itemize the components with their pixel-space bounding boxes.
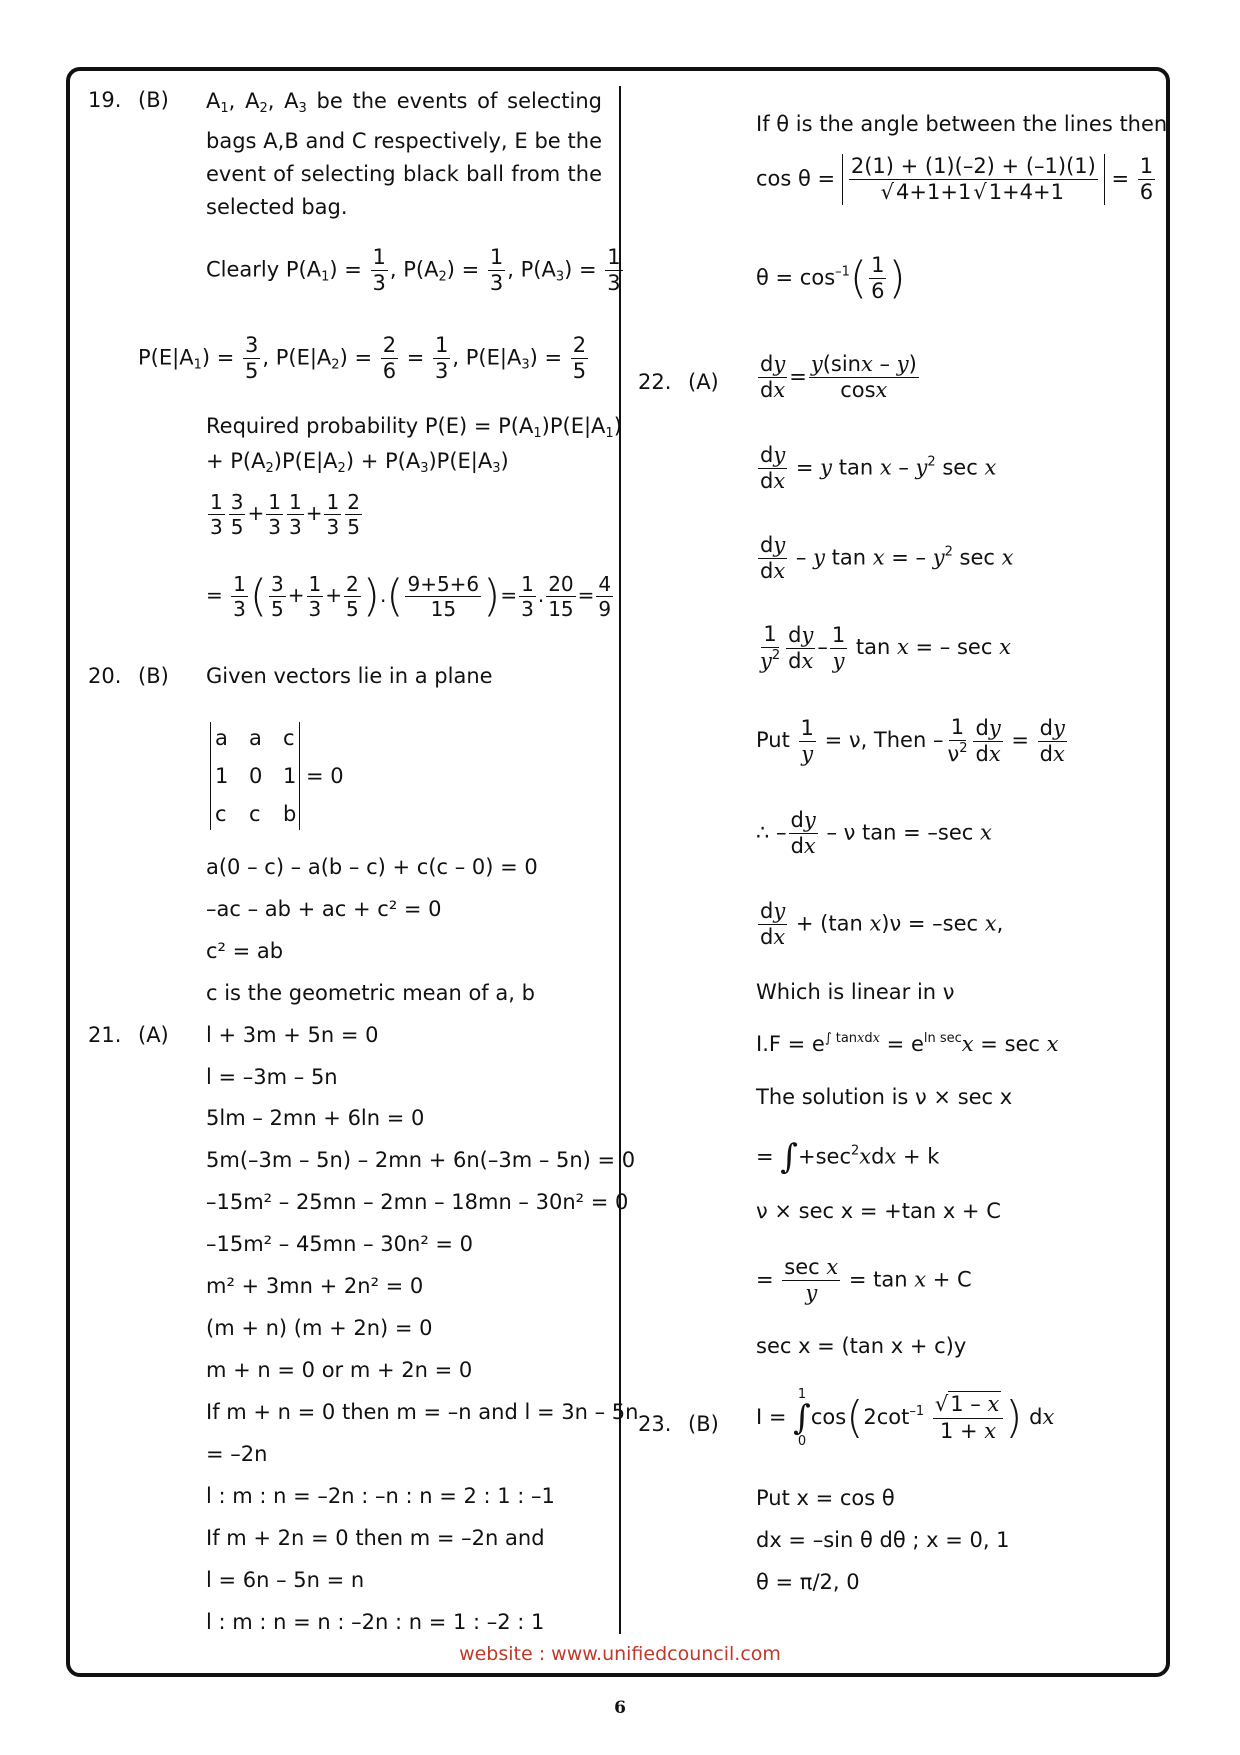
- q22-solution-text: The solution is ν × sec x: [756, 1085, 1013, 1109]
- q21-line: l = –3m – 5n: [206, 1065, 338, 1089]
- cos-numerator: 2(1) + (1)(–2) + (–1)(1): [849, 154, 1098, 180]
- q22-therefore: ∴ – $\frac{dy}{dx}$ – ν tan = –sec x: [756, 808, 992, 859]
- det-cell: a: [249, 726, 262, 750]
- q21-line: 5lm – 2mn + 6ln = 0: [206, 1106, 425, 1130]
- q22-linear-form: $\frac{dy}{dx}$ + (tan x)ν = –sec x,: [760, 899, 1004, 950]
- det-cell: a: [215, 726, 228, 750]
- q20-determinant: [210, 722, 300, 830]
- q23-answer: (B): [688, 1412, 719, 1436]
- q21-line: l = 6n – 5n = n: [206, 1568, 365, 1592]
- q19-required-1: Required probability $P(E) = P(A_1)P(E|A_1)$: [206, 414, 622, 441]
- q22-answer: (A): [688, 370, 719, 394]
- q20-answer: (B): [138, 664, 169, 688]
- q22-final: sec x = (tan x + c)y: [756, 1334, 967, 1358]
- q20-line4: c is the geometric mean of a, b: [206, 981, 535, 1005]
- det-cell: 1: [283, 764, 297, 788]
- website-footer: website : www.unifiedcouncil.com: [459, 1643, 781, 1665]
- q21-line: –15m² – 45mn – 30n² = 0: [206, 1232, 474, 1256]
- cos-label: cos θ =: [756, 166, 836, 191]
- theta-formula: $\theta = \cos^{-1}$( $\frac{1}{6}$ ): [756, 252, 906, 304]
- q22-eq2: $\frac{dy}{dx}$ = y tan x – $y^2$ sec x: [760, 443, 997, 494]
- q21-line: = –2n: [206, 1442, 268, 1466]
- det-cell: c: [215, 802, 227, 826]
- q20-line2: –ac – ab + ac + c² = 0: [206, 897, 442, 921]
- angle-text: If θ is the angle between the lines then: [756, 112, 1168, 136]
- q20-given: Given vectors lie in a plane: [206, 664, 493, 688]
- q21-line: 5m(–3m – 5n) – 2mn + 6n(–3m – 5n) = 0: [206, 1148, 636, 1172]
- q19-conditionals: $P(E|A_1)$ = $\frac{3}{5}$ , $P(E|A_2)$ = $\frac{2}{6}$ = $\frac{1}{3}$ , $P(E|A_3)$ = $\frac{2}{5}$: [138, 333, 587, 384]
- q22-sec-over-y: = $\frac{\text{sec x}}{y}$ = tan x + C: [756, 1255, 972, 1306]
- q19-required-2: + $P(A_2)P(E|A_2) + P(A_3)P(E|A_3)$: [206, 449, 509, 476]
- det-cell: c: [249, 802, 261, 826]
- q22-eq3: $\frac{dy}{dx}$ – y tan x = – $y^2$ sec x: [760, 533, 1014, 584]
- q19-intro: $A_1$, $A_2$, $A_3$ be the events of selecting bags A,B and C respectively, E be the event of selecting black ball from the selected bag.: [206, 89, 603, 219]
- q23-put-cos: Put x = cos θ: [756, 1486, 895, 1510]
- det-cell: c: [283, 726, 295, 750]
- q21-line: If m + 2n = 0 then m = –2n and: [206, 1526, 545, 1550]
- det-cell: 1: [215, 764, 229, 788]
- q19-clearly: Clearly: [206, 257, 280, 282]
- q19-answer: (B): [138, 88, 169, 112]
- q21-number: 21.: [88, 1023, 122, 1047]
- theta-label: θ = cos: [756, 265, 836, 290]
- page-number: 6: [614, 1698, 626, 1718]
- q22-number: 22.: [638, 370, 672, 394]
- q22-eq1: $\frac{dy}{dx}$ = $\frac{y(\sin x - y)}{\cos x}$: [760, 352, 917, 403]
- q22-v-sec: ν × sec x = +tan x + C: [756, 1199, 1001, 1223]
- q22-substitution: Put $\frac{1}{y}$ = ν, Then – $\frac{1}{\nu^2}$ $\frac{dy}{dx}$ = $\frac{dy}{dx}$: [756, 715, 1065, 767]
- q22-eq4: $\frac{1}{y^2}$ $\frac{dy}{dx}$ – $\frac{1}{y}$ tan x = – sec x: [760, 622, 1011, 674]
- q21-answer: (A): [138, 1023, 169, 1047]
- q21-line: l : m : n = –2n : –n : n = 2 : 1 : –1: [206, 1484, 555, 1508]
- q19-number: 19.: [88, 88, 122, 112]
- q23-integral: I = 1 ∫ 0 $\cos(2\cot^{-1}$ $\frac{√1 - x}{1 + x}$ ) dx: [756, 1387, 1055, 1449]
- q22-integral: = $\int+\sec^2xdx + k$: [756, 1137, 940, 1177]
- q21-line: m² + 3mn + 2n² = 0: [206, 1274, 424, 1298]
- q21-line: If m + n = 0 then m = –n and l = 3n – 5n: [206, 1400, 639, 1424]
- q21-line: –15m² – 25mn – 2mn – 18mn – 30n² = 0: [206, 1190, 629, 1214]
- det-cell: b: [283, 802, 297, 826]
- q21-line: l : m : n = n : –2n : n = 1 : –2 : 1: [206, 1610, 545, 1634]
- q20-eq0: = 0: [306, 764, 344, 788]
- q21-line: l + 3m + 5n = 0: [206, 1023, 379, 1047]
- q19-result: = $\frac{1}{3}$ ( $\frac{3}{5}$ + $\frac{1}{3}$ + $\frac{2}{5}$ ).( $\frac{9+5+6}{15}$ )= $\frac{1}{3}$ . $\frac{20}{15}$ = $\frac{4}{9}$: [206, 570, 612, 622]
- q22-integrating-factor: $I.F = e^{\int tanxdx} = e^{ln sec}x = \sec x$: [756, 1031, 1059, 1056]
- q23-number: 23.: [638, 1412, 672, 1436]
- det-cell: 0: [249, 764, 263, 788]
- q20-line1: a(0 – c) – a(b – c) + c(c – 0) = 0: [206, 855, 538, 879]
- q23-dx-line: dx = –sin θ dθ ; x = 0, 1: [756, 1528, 1010, 1552]
- q23-theta-range: θ = π/2, 0: [756, 1570, 860, 1594]
- q19-priors: Clearly $P(A_1)$ = $\frac{1}{3}$ , $P(A_2)$ = $\frac{1}{3}$ , $P(A_3)$ = $\frac{1}{3}$: [206, 245, 621, 296]
- q20-number: 20.: [88, 664, 122, 688]
- cos-theta-formula: cos θ = $\frac{2(1) + (1)(-2) + (-1)(1)}{√4+1+1√1+4+1}$ = $\frac{1}{6}$: [756, 154, 1154, 205]
- q19-sum: $\frac{1}{3}$ $\frac{3}{5}$ + $\frac{1}{3}$ $\frac{1}{3}$ + $\frac{1}{3}$ $\frac{2}{5}$: [210, 490, 360, 539]
- q22-linear-text: Which is linear in ν: [756, 980, 955, 1004]
- q21-line: m + n = 0 or m + 2n = 0: [206, 1358, 473, 1382]
- q20-line3: c² = ab: [206, 939, 284, 963]
- q21-line: (m + n) (m + 2n) = 0: [206, 1316, 433, 1340]
